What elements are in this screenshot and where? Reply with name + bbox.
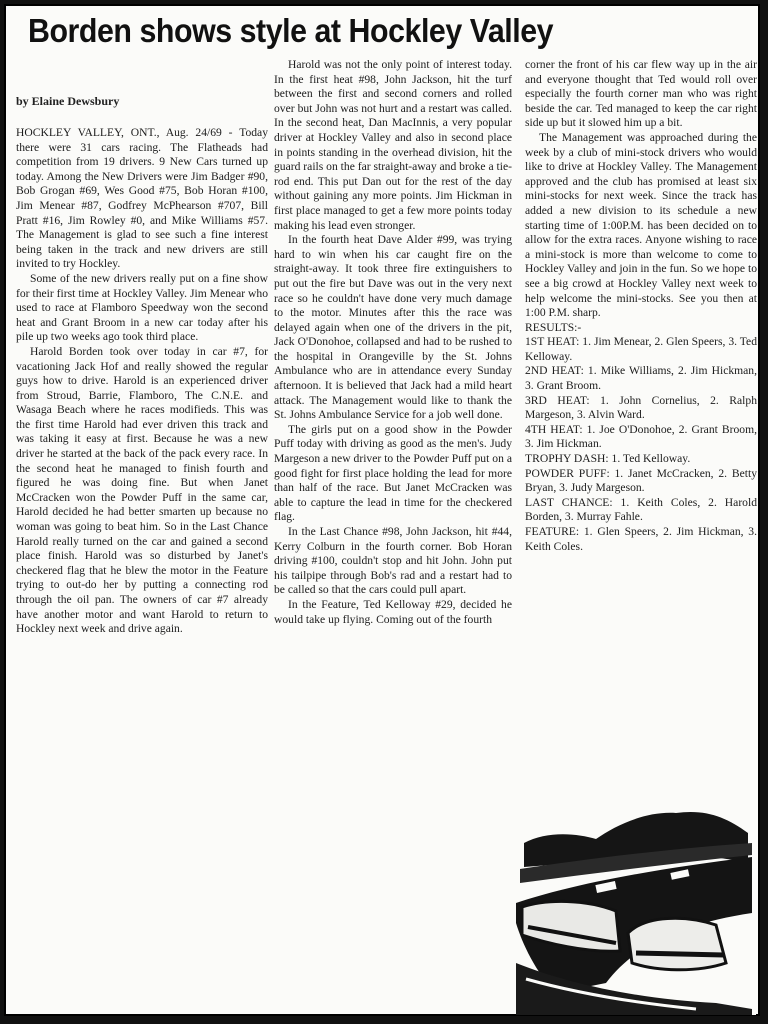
headline: Borden shows style at Hockley Valley bbox=[28, 12, 554, 49]
result-item: FEATURE: 1. Glen Speers, 2. Jim Hickman, 3. Keith Coles. bbox=[525, 525, 757, 553]
newspaper-clipping bbox=[4, 4, 760, 1016]
paragraph: Harold was not the only point of interest today. In the first heat #98, John Jackson, hit the turf between the first and second corners and rolled over but John was not hurt and a restart was called. In the second heat, Dan MacInnis, a very popular driver at Hockley Valley and also in second place in points standing in the overhead division, hit the guard rails on the far straight-away and broke a tie-rod end. This put Dan out for the rest of the day without gaining any more points. Jim Hickman in first place managed to get a few more points today making his lead even stronger. bbox=[274, 58, 512, 232]
result-item: 1ST HEAT: 1. Jim Menear, 2. Glen Speers, 3. Ted Kelloway. bbox=[525, 335, 757, 363]
byline: by Elaine Dewsbury bbox=[16, 94, 120, 108]
race-cars-illustration-icon bbox=[516, 803, 756, 1015]
paragraph: The Management was approached during the week by a club of mini-stock drivers who would like to drive at Hockley Valley. The Management approved and the club has promised at least six mini-stocks for next week. Since the track has added a new division to its schedule a new starting time of 1:00P.M. has been decided on to allow for the extra races. Anyone wishing to race a mini-stock is more than welcome to come to Hockley Valley and join in the fun. So we hope to see a big crowd at Hockley Valley next week to help welcome the mini-stocks. See you then at 1:00 P.M. sharp. bbox=[525, 130, 757, 320]
paragraph: In the Last Chance #98, John Jackson, hit #44, Kerry Colburn in the fourth corner. Bob Horan driving #100, couldn't stop and hit John. John put his tailpipe through Bob's rad and a restart had to be called so that the cars could pull apart. bbox=[274, 525, 512, 597]
article-column-1 bbox=[16, 126, 268, 637]
race-results bbox=[525, 321, 757, 555]
result-item: TROPHY DASH: 1. Ted Kelloway. bbox=[525, 452, 691, 466]
article-column-3 bbox=[525, 58, 757, 554]
paragraph: Harold Borden took over today in car #7, for vacationing Jack Hof and really showed the regular guys how to drive. Harold is an experienced driver from Stroud, Barrie, Flamboro, The C.N.E. and Wasaga Beach where he races modifieds. This was the first time Harold had ever driven this track and was taking it easy at first. Because he was a new driver he started at the back of the pack every race. In the second heat he managed to finish fourth and figured he was doing fine. But when Janet McCracken won the Powder Puff in the same car, Harold decided he had better smarten up because no woman was going to beat him. So in the Last Chance Harold really turned on the car and gained a second place finish. Harold was so disturbed by Janet's checkered flag that he blew the motor in the Feature trying to out-do her by putting a connecting rod through the oil pan. The owners of car #7 already have another motor and want Harold to return to Hockley next week and drive again. bbox=[16, 344, 268, 636]
paragraph: In the Feature, Ted Kelloway #29, decided he would take up flying. Coming out of the fourth bbox=[274, 597, 512, 626]
paragraph: The girls put on a good show in the Powder Puff today with driving as good as the men's. Judy Margeson a new driver to the Powder Puff put on a good fight for first place holding the lead for more than half of the race. But Janet McCracken was able to capture the lead in time for the checkered flag. bbox=[274, 422, 512, 524]
article-column-2 bbox=[274, 58, 512, 627]
paragraph: HOCKLEY VALLEY, ONT., Aug. 24/69 - Today there were 31 cars racing. The Flatheads had competition from 19 drivers. 9 New Cars turned up today. Among the New Drivers were Jim Badger #90, Bob Grogan #69, Wes Good #75, Bob Horan #100, Jim Menear #87, Godfrey McPhearson #707, Bill Pratt #16, Jim Rowley #0, and Mike Williams #57. The Management is glad to see such a fine interest being taken in the track and new drivers are still invited to try Hockley. bbox=[16, 126, 268, 271]
result-item: 2ND HEAT: 1. Mike Williams, 2. Jim Hickman, 3. Grant Broom. bbox=[525, 364, 757, 393]
result-item: POWDER PUFF: 1. Janet McCracken, 2. Betty Bryan, 3. Judy Margeson. bbox=[525, 466, 757, 495]
paragraph: corner the front of his car flew way up in the air and everyone thought that Ted would roll over especially the fourth corner man who was right beside the car. Ted managed to keep the car right side up but it slowed him up a bit. bbox=[525, 58, 757, 130]
result-item: LAST CHANCE: 1. Keith Coles, 2. Harold Borden, 3. Murray Fahle. bbox=[525, 495, 757, 524]
race-cars-photo bbox=[516, 803, 756, 1015]
result-item: 3RD HEAT: 1. John Cornelius, 2. Ralph Margeson, 3. Alvin Ward. bbox=[525, 393, 757, 422]
result-item: 4TH HEAT: 1. Joe O'Donohoe, 2. Grant Broom, 3. Jim Hickman. bbox=[525, 422, 757, 451]
results-heading: RESULTS:- bbox=[525, 320, 582, 334]
paragraph: Some of the new drivers really put on a fine show for their first time at Hockley Valley. Jim Menear who used to race at Flamboro Speedway won the second heat and Grant Broom in a new car today after his pile up two weeks ago took third place. bbox=[16, 271, 268, 344]
paragraph: In the fourth heat Dave Alder #99, was trying hard to win when his car caught fire on the straight-away. It took three fire extinguishers to put out the fire but Dave was out in the very next race so he couldn't have done very much damage to the motor. Minutes after this the race was delayed again when one of the drivers in the pit, Jack O'Donohoe, collapsed and had to be rushed to the hospital in Orangeville by the St. Johns Ambulance who are in attendance every Sunday afternoon. It is believed that Jack had a mild heart attack. The Management would like to thank the St. Johns Ambulance Service for a job well done. bbox=[274, 233, 512, 422]
